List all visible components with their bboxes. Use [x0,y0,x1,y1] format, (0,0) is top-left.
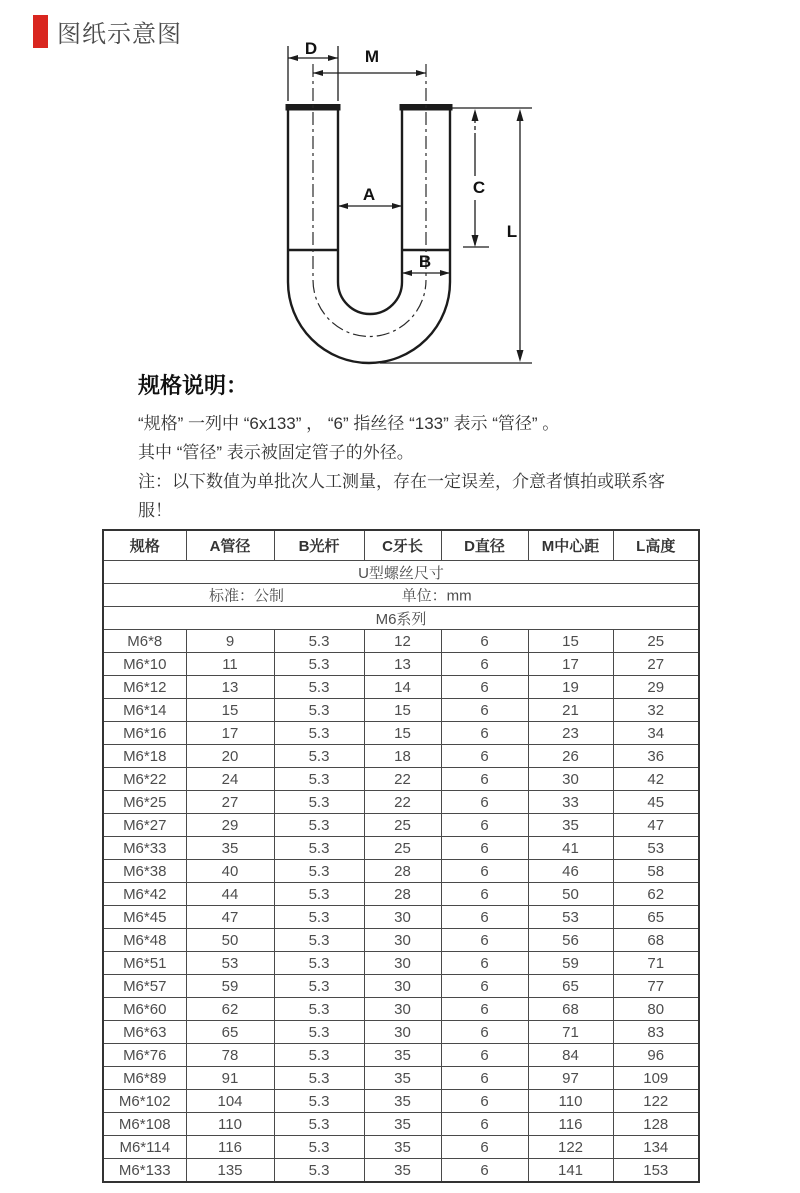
value-cell: 53 [613,837,699,860]
value-cell: 59 [528,952,613,975]
spec-cell: M6*14 [103,699,186,722]
dim-label-d: D [304,40,318,58]
page-section-title: 图纸示意图 [57,21,182,48]
value-cell: 6 [441,1044,528,1067]
value-cell: 6 [441,1136,528,1159]
value-cell: 17 [528,653,613,676]
value-cell: 21 [528,699,613,722]
value-cell: 50 [186,929,274,952]
value-cell: 47 [613,814,699,837]
value-cell: 5.3 [274,975,364,998]
section-header [33,14,182,49]
value-cell: 6 [441,1159,528,1183]
table-title: U型螺丝尺寸 [103,561,699,584]
spec-note-line-2: 其中 “管径” 表示被固定管子的外径。 [138,443,414,462]
value-cell: 30 [364,906,441,929]
value-cell: 5.3 [274,791,364,814]
value-cell: 128 [613,1113,699,1136]
value-cell: 62 [186,998,274,1021]
title-accent-bar [33,15,48,48]
value-cell: 47 [186,906,274,929]
table-row [103,745,699,768]
value-cell: 6 [441,814,528,837]
table-row [103,791,699,814]
value-cell: 6 [441,929,528,952]
value-cell: 6 [441,837,528,860]
value-cell: 28 [364,860,441,883]
value-cell: 35 [364,1090,441,1113]
table-row [103,1136,699,1159]
table-row [103,998,699,1021]
value-cell: 71 [613,952,699,975]
value-cell: 30 [528,768,613,791]
value-cell: 5.3 [274,1021,364,1044]
value-cell: 35 [528,814,613,837]
value-cell: 116 [186,1136,274,1159]
table-series-row [103,607,699,630]
value-cell: 58 [613,860,699,883]
spec-cell: M6*38 [103,860,186,883]
value-cell: 34 [613,722,699,745]
ubolt-diagram [270,40,540,375]
value-cell: 29 [186,814,274,837]
spec-cell: M6*22 [103,768,186,791]
series-label: M6系列 [103,607,699,630]
spec-cell: M6*51 [103,952,186,975]
unit-label: 单位：mm [401,587,472,605]
spec-cell: M6*63 [103,1021,186,1044]
value-cell: 25 [613,630,699,653]
value-cell: 65 [186,1021,274,1044]
table-row [103,768,699,791]
spec-note-heading: 规格说明： [138,373,249,398]
value-cell: 14 [364,676,441,699]
value-cell: 110 [528,1090,613,1113]
value-cell: 5.3 [274,1136,364,1159]
table-row [103,975,699,998]
table-row [103,952,699,975]
value-cell: 30 [364,929,441,952]
value-cell: 13 [364,653,441,676]
value-cell: 68 [528,998,613,1021]
spec-cell: M6*10 [103,653,186,676]
value-cell: 6 [441,630,528,653]
dimension-m [313,47,426,76]
value-cell: 27 [186,791,274,814]
column-header-m: M中心距 [528,530,613,561]
value-cell: 36 [613,745,699,768]
value-cell: 15 [186,699,274,722]
spec-cell: M6*16 [103,722,186,745]
value-cell: 5.3 [274,1159,364,1183]
value-cell: 5.3 [274,745,364,768]
value-cell: 9 [186,630,274,653]
value-cell: 35 [186,837,274,860]
value-cell: 122 [528,1136,613,1159]
value-cell: 35 [364,1044,441,1067]
value-cell: 116 [528,1113,613,1136]
value-cell: 5.3 [274,722,364,745]
value-cell: 91 [186,1067,274,1090]
value-cell: 96 [613,1044,699,1067]
dimension-b [402,252,450,281]
value-cell: 65 [528,975,613,998]
spec-cell: M6*25 [103,791,186,814]
value-cell: 84 [528,1044,613,1067]
value-cell: 104 [186,1090,274,1113]
value-cell: 110 [186,1113,274,1136]
value-cell: 13 [186,676,274,699]
table-row [103,653,699,676]
value-cell: 6 [441,653,528,676]
spec-cell: M6*48 [103,929,186,952]
dim-label-b: B [418,252,432,271]
value-cell: 109 [613,1067,699,1090]
value-cell: 6 [441,998,528,1021]
value-cell: 153 [613,1159,699,1183]
value-cell: 141 [528,1159,613,1183]
value-cell: 53 [528,906,613,929]
dim-label-l: L [506,222,518,241]
table-row [103,1113,699,1136]
spec-cell: M6*89 [103,1067,186,1090]
value-cell: 30 [364,1021,441,1044]
value-cell: 30 [364,975,441,998]
value-cell: 6 [441,722,528,745]
table-row [103,883,699,906]
table-row [103,722,699,745]
dim-label-m: M [364,47,380,66]
value-cell: 18 [364,745,441,768]
value-cell: 6 [441,1021,528,1044]
value-cell: 35 [364,1136,441,1159]
value-cell: 5.3 [274,906,364,929]
spec-note-line-1: “规格” 一列中 “6x133” ， “6” 指丝径 “133” 表示 “管径” 。 [138,414,560,433]
value-cell: 65 [613,906,699,929]
value-cell: 6 [441,699,528,722]
size-table [102,529,700,1183]
value-cell: 17 [186,722,274,745]
table-row [103,1067,699,1090]
spec-cell: M6*12 [103,676,186,699]
value-cell: 33 [528,791,613,814]
value-cell: 6 [441,906,528,929]
value-cell: 27 [613,653,699,676]
spec-cell: M6*102 [103,1090,186,1113]
value-cell: 45 [613,791,699,814]
value-cell: 56 [528,929,613,952]
value-cell: 32 [613,699,699,722]
value-cell: 5.3 [274,699,364,722]
value-cell: 50 [528,883,613,906]
value-cell: 42 [613,768,699,791]
spec-cell: M6*57 [103,975,186,998]
table-row [103,676,699,699]
spec-cell: M6*114 [103,1136,186,1159]
value-cell: 5.3 [274,814,364,837]
column-header-b: B光杆 [274,530,364,561]
table-row [103,1090,699,1113]
value-cell: 5.3 [274,1067,364,1090]
value-cell: 6 [441,1067,528,1090]
value-cell: 6 [441,860,528,883]
value-cell: 135 [186,1159,274,1183]
value-cell: 5.3 [274,952,364,975]
value-cell: 62 [613,883,699,906]
value-cell: 29 [613,676,699,699]
value-cell: 6 [441,768,528,791]
value-cell: 22 [364,791,441,814]
value-cell: 15 [364,699,441,722]
value-cell: 26 [528,745,613,768]
standard-label: 标准：公制 [209,587,285,605]
value-cell: 30 [364,952,441,975]
value-cell: 6 [441,791,528,814]
spec-cell: M6*33 [103,837,186,860]
value-cell: 6 [441,883,528,906]
value-cell: 78 [186,1044,274,1067]
value-cell: 97 [528,1067,613,1090]
value-cell: 25 [364,837,441,860]
value-cell: 35 [364,1159,441,1183]
value-cell: 24 [186,768,274,791]
value-cell: 22 [364,768,441,791]
table-title-row [103,561,699,584]
value-cell: 5.3 [274,630,364,653]
value-cell: 12 [364,630,441,653]
value-cell: 6 [441,975,528,998]
spec-cell: M6*42 [103,883,186,906]
table-row [103,837,699,860]
value-cell: 23 [528,722,613,745]
value-cell: 59 [186,975,274,998]
spec-cell: M6*27 [103,814,186,837]
dim-label-c: C [472,178,486,197]
centerline-bend-arc [313,280,426,337]
value-cell: 40 [186,860,274,883]
value-cell: 5.3 [274,1113,364,1136]
table-header-row [103,530,699,561]
dimension-a [338,185,402,209]
ubolt-part [286,104,453,363]
table-row [103,814,699,837]
value-cell: 53 [186,952,274,975]
value-cell: 5.3 [274,676,364,699]
value-cell: 6 [441,952,528,975]
value-cell: 83 [613,1021,699,1044]
value-cell: 19 [528,676,613,699]
spec-cell: M6*8 [103,630,186,653]
value-cell: 28 [364,883,441,906]
spec-cell: M6*76 [103,1044,186,1067]
value-cell: 6 [441,676,528,699]
column-header-d: D直径 [441,530,528,561]
spec-cell: M6*133 [103,1159,186,1183]
value-cell: 35 [364,1113,441,1136]
value-cell: 46 [528,860,613,883]
table-row [103,1021,699,1044]
table-row [103,699,699,722]
value-cell: 134 [613,1136,699,1159]
value-cell: 11 [186,653,274,676]
value-cell: 5.3 [274,1090,364,1113]
spec-note-line-3: 注：以下数值为单批次人工测量，存在一定误差，介意者慎拍或联系客服！ [138,472,665,520]
column-header-a: A管径 [186,530,274,561]
value-cell: 5.3 [274,860,364,883]
spec-cell: M6*18 [103,745,186,768]
value-cell: 44 [186,883,274,906]
dim-label-a: A [362,185,376,204]
table-row [103,1159,699,1183]
value-cell: 25 [364,814,441,837]
value-cell: 68 [613,929,699,952]
column-header-spec: 规格 [103,530,186,561]
spec-cell: M6*45 [103,906,186,929]
table-header [103,530,699,561]
table-standard-row [103,584,699,607]
value-cell: 5.3 [274,998,364,1021]
table-row [103,860,699,883]
value-cell: 77 [613,975,699,998]
value-cell: 20 [186,745,274,768]
value-cell: 6 [441,1090,528,1113]
table-row [103,1044,699,1067]
ubolt-inner-outline [338,110,402,314]
value-cell: 41 [528,837,613,860]
value-cell: 5.3 [274,1044,364,1067]
value-cell: 71 [528,1021,613,1044]
spec-table-body [103,630,699,1183]
value-cell: 5.3 [274,929,364,952]
table-row [103,929,699,952]
column-header-c: C牙长 [364,530,441,561]
value-cell: 6 [441,1113,528,1136]
value-cell: 122 [613,1090,699,1113]
table-row [103,630,699,653]
spec-cell: M6*60 [103,998,186,1021]
column-header-l: L高度 [613,530,699,561]
value-cell: 35 [364,1067,441,1090]
value-cell: 5.3 [274,883,364,906]
value-cell: 5.3 [274,768,364,791]
spec-cell: M6*108 [103,1113,186,1136]
value-cell: 5.3 [274,837,364,860]
value-cell: 5.3 [274,653,364,676]
table-row [103,906,699,929]
value-cell: 30 [364,998,441,1021]
value-cell: 15 [528,630,613,653]
spec-note [138,369,698,525]
value-cell: 6 [441,745,528,768]
value-cell: 15 [364,722,441,745]
value-cell: 80 [613,998,699,1021]
